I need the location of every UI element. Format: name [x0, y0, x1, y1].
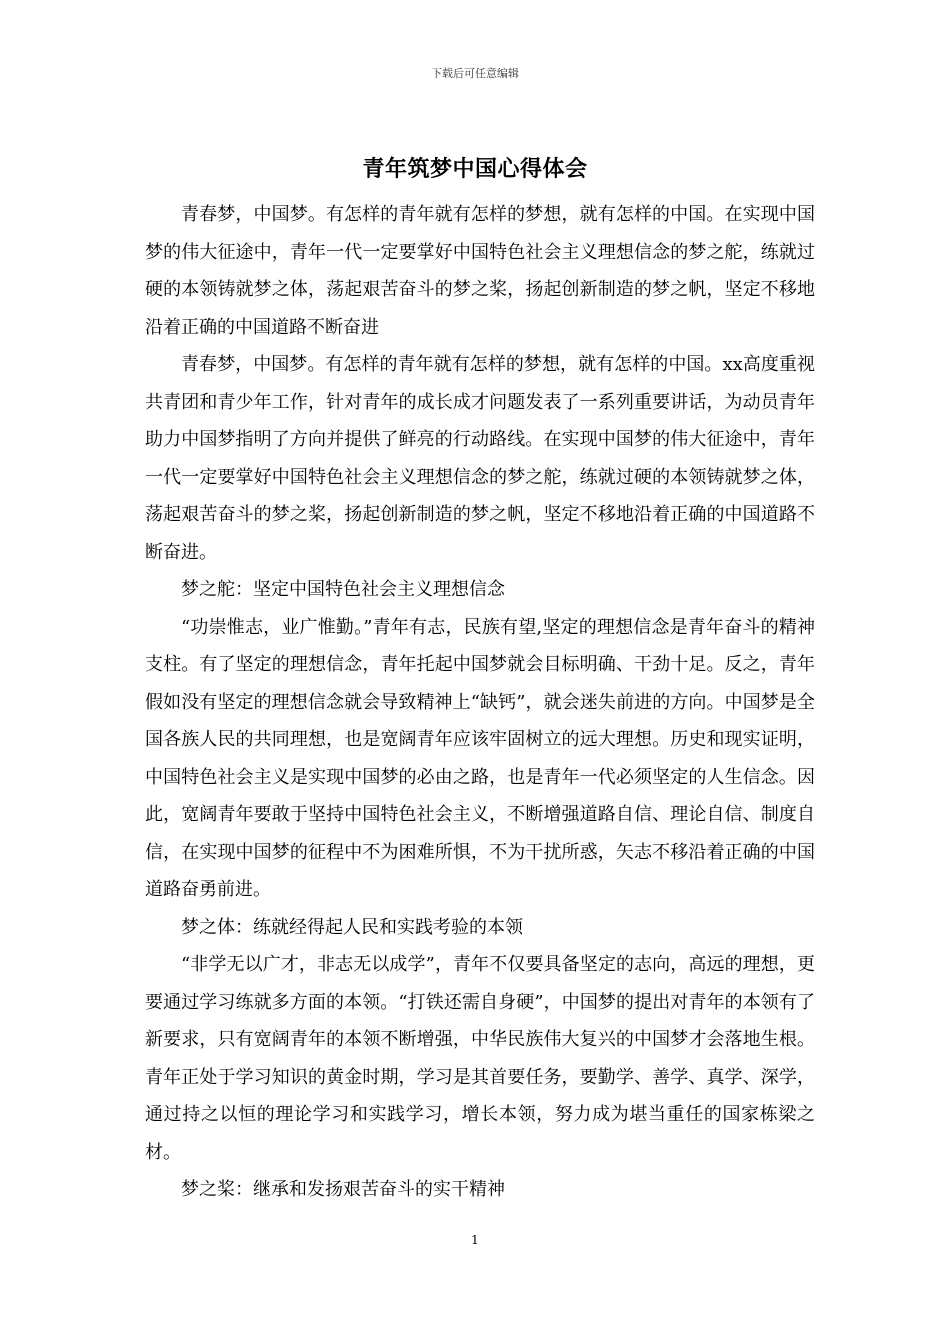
section-heading-body: 梦之体：练就经得起人民和实践考验的本领: [181, 916, 523, 938]
document-title: 青年筑梦中国心得体会: [362, 156, 588, 182]
document-body: [145, 196, 815, 1209]
paragraph-rudder: “功崇惟志，业广惟勤。”青年有志，民族有望,坚定的理想信念是青年奋斗的精神支柱。有了坚定的理想信念，青年托起中国梦就会目标明确、干劲十足。反之，青年假如没有坚定的理想信念就会导致精神上“缺钙”，就会迷失前进的方向。中国梦是全国各族人民的共同理想，也是宽阔青年应该牢固树立的远大理想。历史和现实证明，中国特色社会主义是实现中国梦的必由之路，也是青年一代必须坚定的人生信念。因此，宽阔青年要敢于坚持中国特色社会主义，不断增强道路自信、理论自信、制度自信，在实现中国梦的征程中不为困难所惧，不为干扰所惑，矢志不移沿着正确的中国道路奋勇前进。: [145, 616, 815, 900]
section-heading-rudder: 梦之舵：坚定中国特色社会主义理想信念: [181, 579, 505, 600]
paragraph-body: “非学无以广才，非志无以成学”，青年不仅要具备坚定的志向，高远的理想，更要通过学习练就多方面的本领。“打铁还需自身硬”，中国梦的提出对青年的本领有了新要求，只有宽阔青年的本领不断增强，中华民族伟大复兴的中国梦才会落地生根。青年正处于学习知识的黄金时期，学习是其首要任务，要勤学、善学、真学、深学，通过持之以恒的理论学习和实践学习，增长本领，努力成为堪当重任的国家栋梁之材。: [145, 954, 815, 1163]
paragraph-intro-1: 青春梦，中国梦。有怎样的青年就有怎样的梦想，就有怎样的中国。在实现中国梦的伟大征途中，青年一代一定要掌好中国特色社会主义理想信念的梦之舵，练就过硬的本领铸就梦之体，荡起艰苦奋斗的梦之桨，扬起创新制造的梦之帆，坚定不移地沿着正确的中国道路不断奋进: [145, 204, 815, 338]
paragraph-intro-2: 青春梦，中国梦。有怎样的青年就有怎样的梦想，就有怎样的中国。xx高度重视共青团和青少年工作，针对青年的成长成才问题发表了一系列重要讲话，为动员青年助力中国梦指明了方向并提供了鲜亮的行动路线。在实现中国梦的伟大征途中，青年一代一定要掌好中国特色社会主义理想信念的梦之舵，练就过硬的本领铸就梦之体，荡起艰苦奋斗的梦之桨，扬起创新制造的梦之帆，坚定不移地沿着正确的中国道路不断奋进。: [145, 354, 815, 563]
page-number: 1: [471, 1233, 479, 1247]
page-header-note: 下载后可任意编辑: [431, 67, 519, 80]
section-heading-oar: 梦之桨：继承和发扬艰苦奋斗的实干精神: [181, 1179, 505, 1200]
